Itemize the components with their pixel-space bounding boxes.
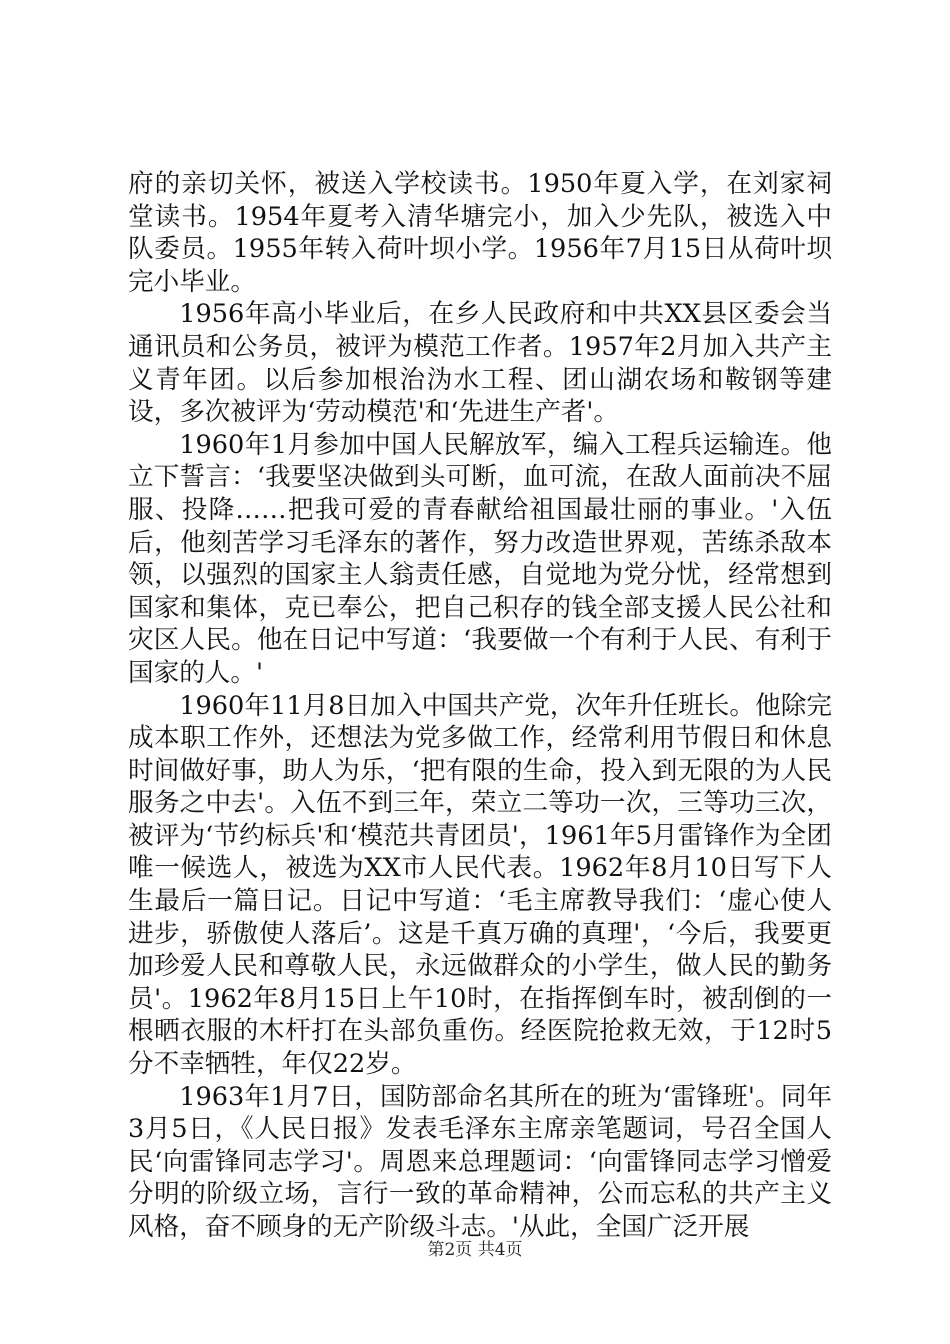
paragraph-5: 1963年1月7日，国防部命名其所在的班为‘雷锋班'。同年3月5日，《人民日报》发表毛泽东主席亲笔题词，号召全国人民‘向雷锋同志学习'。周恩来总理题词：‘向雷锋同志学习憎爱分明的阶级立场，言行一致的革命精神，公而忘私的共产主义风格，奋不顾身的无产阶级斗志。'从此，全国广泛开展	[128, 1081, 832, 1242]
page-footer	[0, 1239, 950, 1261]
page-number-label: 第2页 共4页	[427, 1240, 523, 1260]
paragraph-3: 1960年1月参加中国人民解放军，编入工程兵运输连。他立下誓言：‘我要坚决做到头可断，血可流，在敌人面前决不屈服、投降……把我可爱的青春献给祖国最壮丽的事业。'入伍后，他刻苦学习毛泽东的著作，努力改造世界观，苦练杀敌本领，以强烈的国家主人翁责任感，自觉地为党分忧，经常想到国家和集体，克已奉公，把自己积存的钱全部支援人民公社和灾区人民。他在日记中写道：‘我要做一个有利于人民、有利于国家的人。'	[128, 429, 832, 688]
paragraph-4: 1960年11月8日加入中国共产党，次年升任班长。他除完成本职工作外，还想法为党多做工作，经常利用节假日和休息时间做好事，助人为乐，‘把有限的生命，投入到无限的为人民服务之中去'。入伍不到三年，荣立二等功一次，三等功三次，被评为‘节约标兵'和‘模范共青团员'，1961年5月雷锋作为全团唯一候选人，被选为XX市人民代表。1962年8月10日写下人生最后一篇日记。日记中写道：‘毛主席教导我们：‘虚心使人进步，骄傲使人落后’。这是千真万确的真理'，‘今后，我要更加珍爱人民和尊敬人民，永远做群众的小学生，做人民的勤务员'。1962年8月15日上午10时，在指挥倒车时，被刮倒的一根晒衣服的木杆打在头部负重伤。经医院抢救无效，于12时5分不幸牺牲，年仅22岁。	[128, 690, 832, 1080]
paragraph-1: 府的亲切关怀，被送入学校读书。1950年夏入学，在刘家祠堂读书。1954年夏考入清华塘完小，加入少先队，被选入中队委员。1955年转入荷叶坝小学。1956年7月15日从荷叶坝完小毕业。	[128, 169, 832, 297]
paragraph-2: 1956年高小毕业后，在乡人民政府和中共XX县区委会当通讯员和公务员，被评为模范工作者。1957年2月加入共产主义青年团。以后参加根治沩水工程、团山湖农场和鞍钢等建设，多次被评为‘劳动模范'和‘先进生产者'。	[128, 299, 832, 428]
document-body	[128, 168, 832, 1244]
